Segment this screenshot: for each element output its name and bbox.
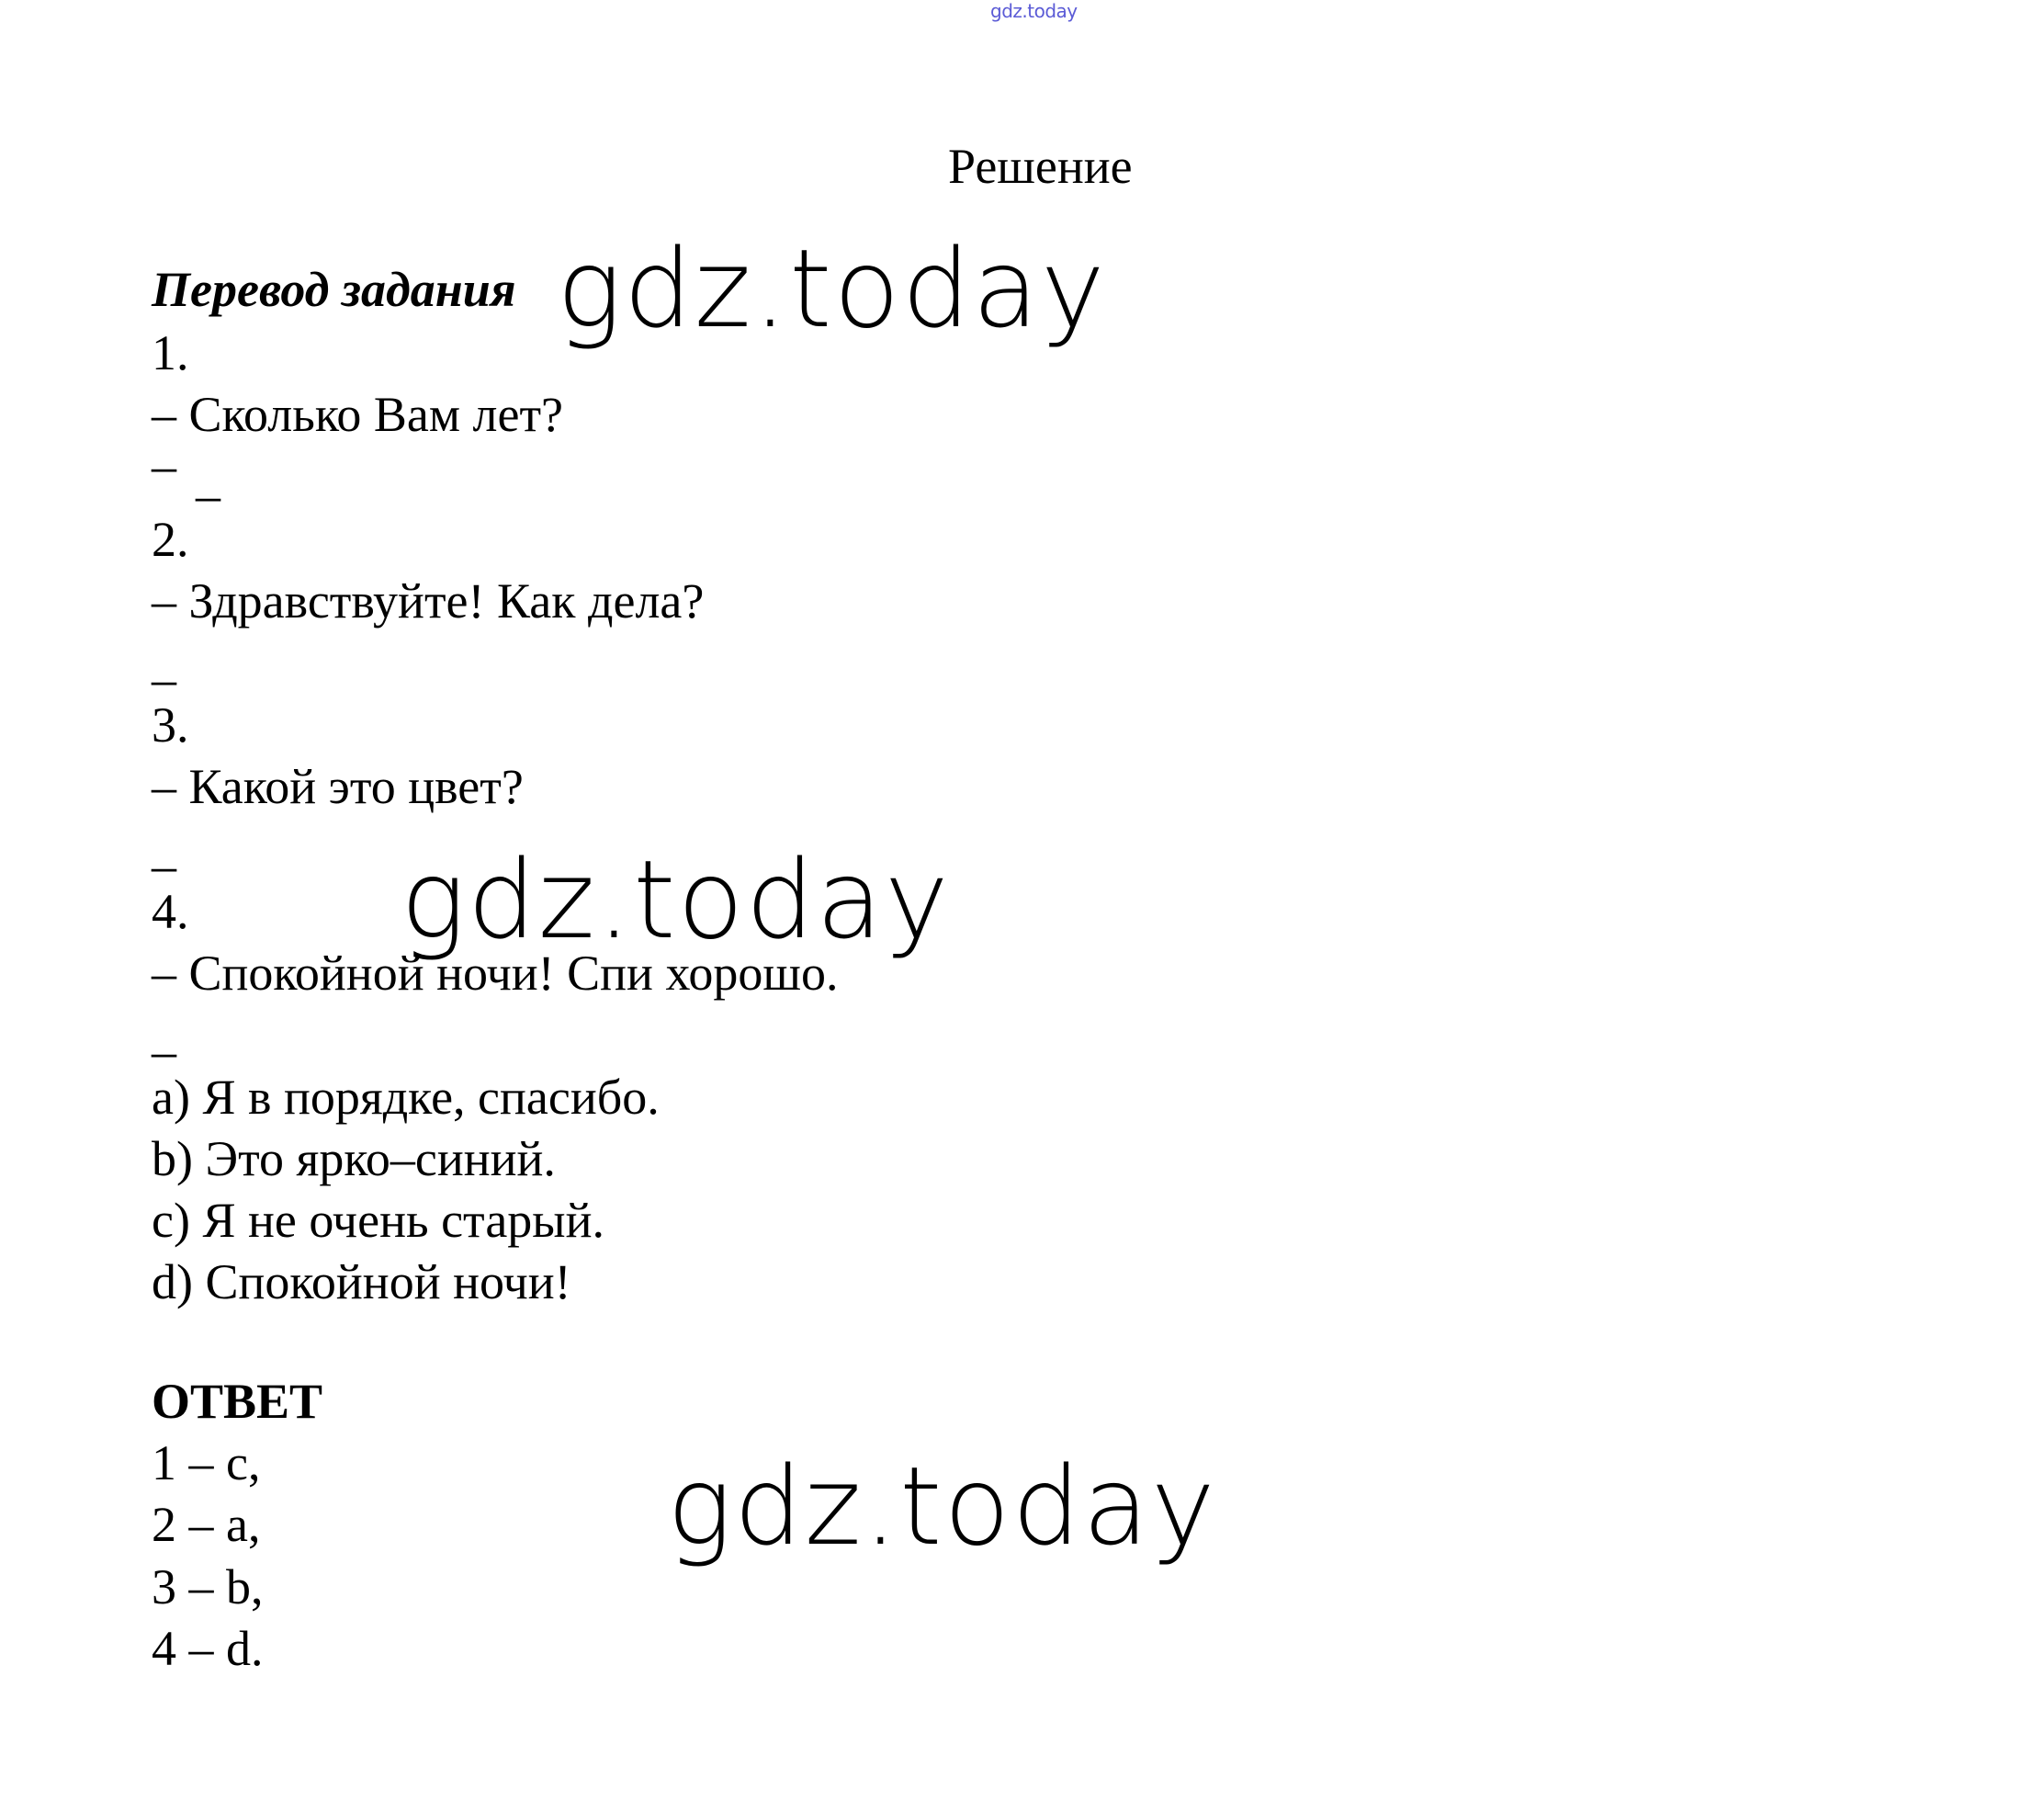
watermark-1: gdz.today — [557, 225, 1107, 352]
option-a: a) Я в порядке, спасибо. — [152, 1070, 660, 1125]
watermark-2: gdz.today — [401, 836, 951, 963]
item-1-reply-2: – — [196, 468, 220, 523]
answer-line-2: 2 – a, — [152, 1497, 261, 1552]
answer-heading: ОТВЕТ — [152, 1374, 323, 1429]
item-3-number: 3. — [152, 697, 189, 753]
item-2-reply: – — [152, 651, 176, 707]
item-4-reply: – — [152, 1024, 176, 1079]
item-1-number: 1. — [152, 325, 189, 380]
answer-line-3: 3 – b, — [152, 1559, 264, 1614]
answer-line-4: 4 – d. — [152, 1621, 264, 1676]
translation-heading: Перевод задания — [152, 262, 516, 317]
item-4-number: 4. — [152, 884, 189, 939]
item-4-question: – Спокойной ночи! Спи хорошо. — [152, 946, 839, 1001]
top-watermark: gdz.today — [990, 0, 1078, 22]
option-c: c) Я не очень старый. — [152, 1193, 604, 1248]
option-b: b) Это ярко–синий. — [152, 1131, 556, 1186]
page-title: Решение — [948, 139, 1133, 194]
watermark-3: gdz.today — [667, 1443, 1217, 1569]
item-3-reply: – — [152, 838, 176, 893]
option-d: d) Спокойной ночи! — [152, 1254, 571, 1309]
item-1-reply: – — [152, 438, 176, 493]
item-2-question: – Здравствуйте! Как дела? — [152, 573, 705, 629]
item-3-question: – Какой это цвет? — [152, 759, 524, 814]
item-1-question: – Сколько Вам лет? — [152, 387, 564, 442]
item-2-number: 2. — [152, 512, 189, 567]
answer-line-1: 1 – c, — [152, 1435, 261, 1490]
